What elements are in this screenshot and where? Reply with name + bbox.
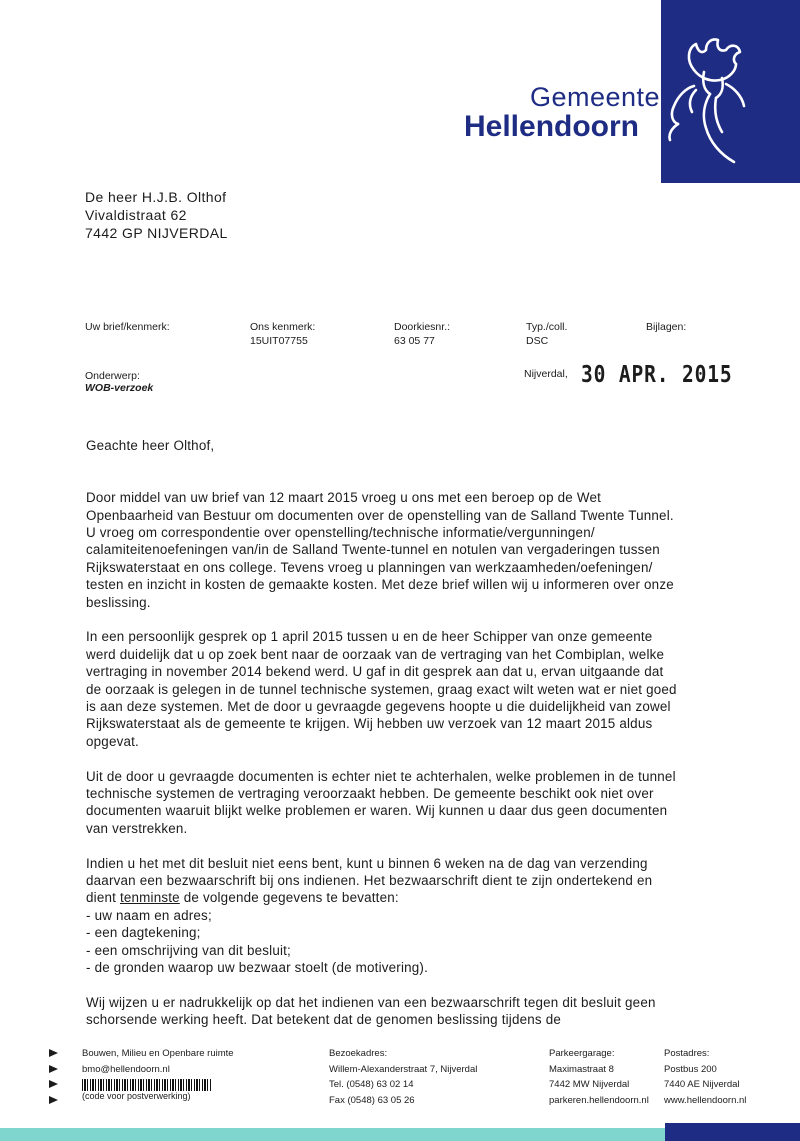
paragraph-line: In een persoonlijk gesprek op 1 april 2015 tussen u en de heer Schipper van onze gemeente (86, 629, 653, 645)
letter-body (86, 437, 726, 1029)
arrow-right-icon (49, 1065, 58, 1073)
footer-parking (549, 1046, 649, 1108)
date-place: Nijverdal, (524, 368, 568, 380)
paragraph-line: technische systemen de vertraging veroorzaakt hebben. De gemeente beschikt ook niet over (86, 786, 654, 802)
paragraph-line: vertraging in november 2014 bekend werd. U gaf in dit gesprek aan dat u, ervan uitgaande dat (86, 664, 664, 680)
typ-coll-value: DSC (526, 335, 549, 347)
subject-label: Onderwerp: (85, 370, 140, 382)
paragraph-1 (86, 489, 726, 611)
paragraph-line: U vroeg om correspondentie over openstelling/technische informatie/vergunningen/ (86, 525, 595, 540)
list-item: - uw naam en adres; (86, 907, 212, 923)
footer-arrows (49, 1049, 63, 1111)
subject-value: WOB-verzoek (85, 382, 154, 394)
department-name: Bouwen, Milieu en Openbare ruimte (82, 1048, 234, 1059)
footer-line: Parkeergarage: (549, 1048, 615, 1059)
ons-kenmerk-label: Ons kenmerk: (250, 321, 316, 333)
doorkiesnr-value: 63 05 77 (394, 335, 435, 347)
paragraph-line: Rijkswaterstaat als de gemeente te krijgen. Wij hebben uw verzoek van 12 maart 2015 aldus (86, 716, 653, 732)
paragraph-line: werd duidelijk dat u op zoek bent naar de oorzaak van de vertraging van het Combiplan, welke (86, 646, 665, 662)
footer-line: Postadres: (664, 1048, 710, 1059)
paragraph-line (86, 889, 726, 906)
footer-line: Bezoekadres: (329, 1048, 388, 1059)
department-email[interactable]: bmo@hellendoorn.nl (82, 1063, 170, 1075)
paragraph-4 (86, 855, 726, 977)
ons-kenmerk-value: 15UIT07755 (250, 335, 308, 347)
paragraph-line: opgevat. (86, 733, 139, 749)
parking-link[interactable]: parkeren.hellendoorn.nl (549, 1094, 649, 1106)
footer-line: Fax (0548) 63 05 26 (329, 1094, 415, 1106)
heraldic-figure-icon (664, 30, 754, 180)
date-stamp: 30 APR. 2015 (581, 362, 733, 388)
salutation: Geachte heer Olthof, (86, 438, 215, 453)
paragraph-line: schorsende werking heeft. Dat betekent dat de genomen beslissing tijdens de (86, 1012, 562, 1028)
paragraph-2 (86, 628, 726, 750)
footer-line: Maximastraat 8 (549, 1063, 614, 1075)
recipient-address (85, 188, 228, 242)
paragraph-line: testen en inzicht in kosten de gemaakte kosten. Met deze brief willen wij u informeren over onze (86, 577, 674, 593)
paragraph-line: van verstrekken. (86, 820, 188, 836)
footer-postal-address (664, 1046, 746, 1108)
paragraph-line: Wij wijzen u er nadrukkelijk op dat het indienen van een bezwaarschrift tegen dit besluit geen (86, 994, 656, 1010)
footer-line: Willem-Alexanderstraat 7, Nijverdal (329, 1063, 478, 1075)
paragraph-line: daarvan een bezwaarschrift bij ons indienen. Het bezwaarschrift dient te zijn ondertekend en (86, 873, 653, 889)
footer-visit-address (329, 1046, 477, 1108)
paragraph-line: Uit de door u gevraagde documenten is echter niet te achterhalen, welke problemen in de tunnel (86, 768, 676, 784)
paragraph-line: Door middel van uw brief van 12 maart 2015 vroeg u ons met een beroep op de Wet (86, 490, 602, 506)
text-run: dient (86, 890, 120, 906)
footer-line: 7442 MW Nijverdal (549, 1079, 630, 1090)
doorkiesnr-label: Doorkiesnr.: (394, 321, 451, 333)
footer-brand-strip (665, 1123, 800, 1141)
website-link[interactable]: www.hellendoorn.nl (664, 1094, 747, 1106)
arrow-right-icon (49, 1096, 58, 1104)
paragraph-line: Rijkswaterstaat en ons college. Tevens vroeg u planningen van werkzaamheden/oefeningen/ (86, 559, 653, 575)
bijlagen-label: Bijlagen: (646, 321, 687, 333)
recipient-street: Vivaldistraat 62 (85, 207, 187, 223)
typ-coll-label: Typ./coll. (526, 321, 568, 333)
recipient-name: De heer H.J.B. Olthof (85, 189, 227, 205)
text-run: de volgende gegevens te bevatten: (179, 890, 399, 906)
underlined-word: tenminste (119, 890, 180, 906)
paragraph-line: Openbaarheid van Bestuur om documenten over de openstelling van de Salland Twente Tunnel. (86, 507, 674, 523)
list-item: - een omschrijving van dit besluit; (86, 942, 291, 958)
uw-brief-label: Uw brief/kenmerk: (85, 321, 170, 333)
list-item: - een dagtekening; (86, 925, 201, 941)
paragraph-line: is aan deze systemen. Met de door u gevraagde gegevens hoopte u die duidelijkheid van zowel (86, 699, 671, 715)
paragraph-line: calamiteitenoefeningen van/in de Salland Twente-tunnel en notulen van vergaderingen tussen (86, 542, 660, 558)
footer-line: 7440 AE Nijverdal (664, 1079, 740, 1090)
footer-line: Tel. (0548) 63 02 14 (329, 1079, 414, 1090)
arrow-right-icon (49, 1049, 58, 1057)
postal-barcode (82, 1079, 212, 1091)
arrow-right-icon (49, 1080, 58, 1088)
logo-municipality-label: Gemeente (530, 82, 661, 112)
recipient-city: 7442 GP NIJVERDAL (85, 225, 228, 241)
paragraph-line: beslissing. (86, 594, 151, 610)
paragraph-line: Indien u het met dit besluit niet eens bent, kunt u binnen 6 weken na de dag van verzending (86, 855, 648, 871)
list-item: - de gronden waarop uw bezwaar stoelt (de motivering). (86, 960, 429, 976)
logo-municipality-name: Hellendoorn (464, 110, 640, 143)
paragraph-5 (86, 994, 726, 1029)
footer-department (82, 1046, 234, 1102)
paragraph-line: de oorzaak is gelegen in de tunnel technische systemen, graag exact wilt weten wat er niet goed (86, 681, 677, 697)
paragraph-3 (86, 768, 726, 838)
paragraph-line: documenten waaruit blijkt welke problemen er waren. Wij kunnen u daar dus geen documenten (86, 803, 668, 819)
footer-line: Postbus 200 (664, 1063, 717, 1075)
barcode-caption: (code voor postverwerking) (82, 1091, 191, 1101)
